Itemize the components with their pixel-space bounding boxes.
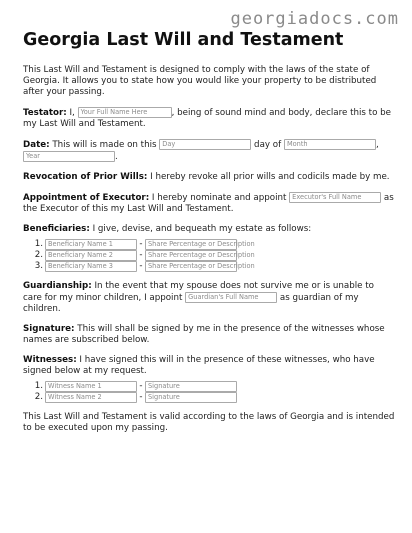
guardianship-pre: In the event that my spouse does not survive me or is unable to care for my minor children, I appoint: [23, 281, 374, 303]
beneficiary-share-field[interactable]: Share Percentage or Description: [145, 250, 237, 261]
witness-name-field[interactable]: Witness Name 1: [45, 381, 137, 392]
dash-separator: -: [139, 239, 143, 249]
beneficiaries-section: [23, 224, 395, 235]
guardianship-post: as guardian of my children.: [23, 293, 359, 314]
dash-separator: -: [139, 250, 143, 260]
testator-section: [23, 107, 395, 130]
list-item: [23, 239, 395, 250]
intro-paragraph: This Last Will and Testament is designed to comply with the laws of the state of Georgia. It allows you to state how you would like your property to be distributed after your passing.: [23, 65, 377, 97]
witnesses-text: I have signed this will in the presence of these witnesses, who have signed below at my request.: [23, 355, 375, 376]
testator-post: , being of sound mind and body, declare this to be my Last Will and Testament.: [23, 108, 392, 129]
date-mid: day of: [251, 140, 284, 150]
dash-separator: -: [139, 392, 143, 402]
month-field[interactable]: Month: [284, 139, 376, 150]
will-document: [23, 30, 395, 443]
date-end: .: [115, 152, 118, 162]
beneficiary-name-field[interactable]: Beneficiary Name 3: [45, 261, 137, 272]
list-item: [23, 381, 395, 392]
list-number: 2.: [34, 392, 43, 402]
witnesses-list: [23, 381, 395, 403]
revocation-text: I hereby revoke all prior wills and codicils made by me.: [147, 172, 390, 182]
beneficiaries-text: I give, devise, and bequeath my estate as follows:: [89, 224, 312, 234]
executor-post: as the Executor of this my Last Will and Testament.: [23, 193, 394, 214]
day-field[interactable]: Day: [159, 139, 251, 150]
beneficiaries-heading: Beneficiaries:: [23, 224, 90, 234]
dash-separator: -: [139, 261, 143, 271]
beneficiaries-list: [23, 239, 395, 272]
executor-name-field[interactable]: Executor's Full Name: [289, 192, 381, 203]
witnesses-section: [23, 355, 395, 377]
list-number: 1.: [34, 381, 43, 391]
beneficiary-share-field[interactable]: Share Percentage or Description: [145, 261, 237, 272]
list-item: [23, 250, 395, 261]
date-section: [23, 139, 395, 163]
list-number: 1.: [34, 239, 43, 249]
executor-heading: Appointment of Executor:: [23, 193, 150, 203]
guardianship-section: [23, 281, 395, 315]
list-number: 2.: [34, 250, 43, 260]
date-pre: This will is made on this: [49, 140, 160, 150]
executor-section: [23, 192, 395, 215]
closing-paragraph: This Last Will and Testament is valid according to the laws of Georgia and is intended to be executed upon my passing.: [23, 412, 395, 433]
signature-heading: Signature:: [23, 324, 75, 334]
witness-signature-field[interactable]: Signature: [145, 381, 237, 392]
beneficiary-share-field[interactable]: Share Percentage or Description: [145, 239, 237, 250]
witness-name-field[interactable]: Witness Name 2: [45, 392, 137, 403]
signature-text: This will shall be signed by me in the presence of the witnesses whose names are subscribed below.: [23, 324, 385, 345]
watermark: georgiadocs.com: [230, 9, 399, 29]
list-number: 3.: [34, 261, 43, 271]
date-comma: ,: [375, 140, 379, 150]
date-heading: Date:: [23, 140, 50, 150]
year-field[interactable]: Year: [23, 151, 115, 162]
guardianship-heading: Guardianship:: [23, 281, 92, 291]
dash-separator: -: [139, 381, 143, 391]
revocation-heading: Revocation of Prior Wills:: [23, 172, 148, 182]
beneficiary-name-field[interactable]: Beneficiary Name 1: [45, 239, 137, 250]
beneficiary-name-field[interactable]: Beneficiary Name 2: [45, 250, 137, 261]
witnesses-heading: Witnesses:: [23, 355, 77, 365]
witness-signature-field[interactable]: Signature: [145, 392, 237, 403]
list-item: [23, 392, 395, 403]
signature-section: [23, 324, 395, 346]
executor-pre: I hereby nominate and appoint: [149, 193, 290, 203]
revocation-section: [23, 172, 395, 183]
list-item: [23, 261, 395, 272]
testator-name-field[interactable]: Your Full Name Here: [78, 107, 172, 118]
guardian-name-field[interactable]: Guardian's Full Name: [185, 292, 277, 303]
testator-pre: I,: [66, 108, 78, 118]
page-title: Georgia Last Will and Testament: [23, 30, 344, 50]
testator-heading: Testator:: [23, 108, 67, 118]
